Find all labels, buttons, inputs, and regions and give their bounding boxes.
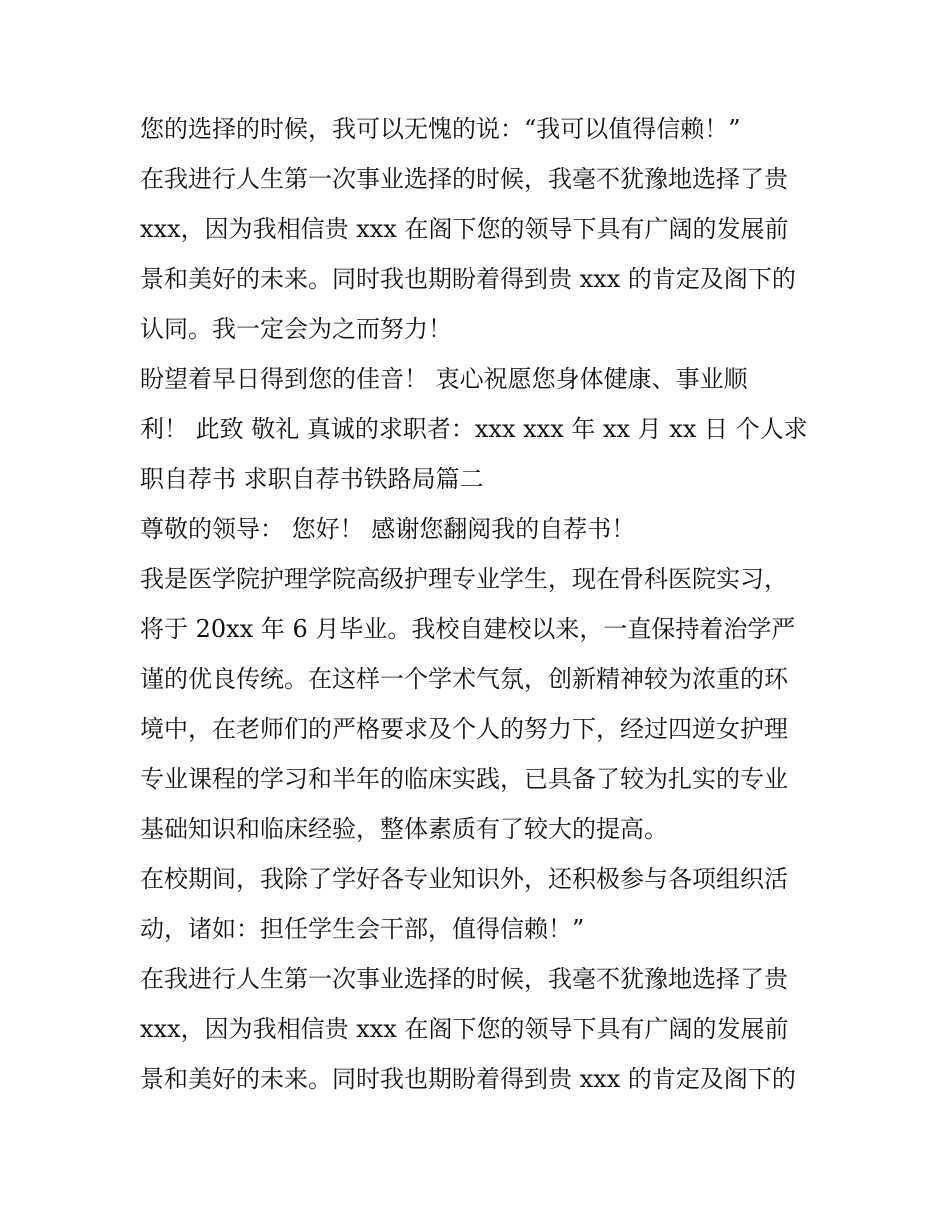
text-line: 在我进行人生第一次事业选择的时候，我毫不犹豫地选择了贵 [140,965,788,993]
text-line: 认同。我一定会为之而努力！ [140,315,452,343]
text-line: 盼望着早日得到您的佳音！ 衷心祝愿您身体健康、事业顺 [140,365,748,393]
text-line: 景和美好的未来。同时我也期盼着得到贵 xxx 的肯定及阁下的 [140,1065,796,1093]
text-line: xxx，因为我相信贵 xxx 在阁下您的领导下具有广阔的发展前 [140,215,789,243]
text-line: 将于 20xx 年 6 月毕业。我校自建校以来，一直保持着治学严 [140,615,796,643]
text-line: 您的选择的时候，我可以无愧的说：“我可以值得信赖！” [140,115,741,143]
text-line: 景和美好的未来。同时我也期盼着得到贵 xxx 的肯定及阁下的 [140,265,796,293]
document-body [140,104,830,1104]
text-line: xxx，因为我相信贵 xxx 在阁下您的领导下具有广阔的发展前 [140,1015,789,1043]
text-line: 尊敬的领导： 您好！ 感谢您翻阅我的自荐书！ [140,515,636,543]
text-line: 利！ 此致 敬礼 真诚的求职者：xxx xxx 年 xx 月 xx 日 个人求 [140,415,808,443]
text-line: 境中，在老师们的严格要求及个人的努力下，经过四逆女护理 [140,715,788,743]
text-line: 谨的优良传统。在这样一个学术气氛，创新精神较为浓重的环 [140,665,788,693]
text-line: 在校期间，我除了学好各专业知识外，还积极参与各项组织活 [140,865,788,893]
text-line: 我是医学院护理学院高级护理专业学生，现在骨科医院实习， [140,565,788,593]
text-line: 专业课程的学习和半年的临床实践，已具备了较为扎实的专业 [140,765,788,793]
text-line: 基础知识和临床经验，整体素质有了较大的提高。 [140,815,668,843]
text-line: 职自荐书 求职自荐书铁路局篇二 [140,465,484,493]
text-line: 在我进行人生第一次事业选择的时候，我毫不犹豫地选择了贵 [140,165,788,193]
text-line: 动，诸如：担任学生会干部，值得信赖！” [140,915,585,943]
